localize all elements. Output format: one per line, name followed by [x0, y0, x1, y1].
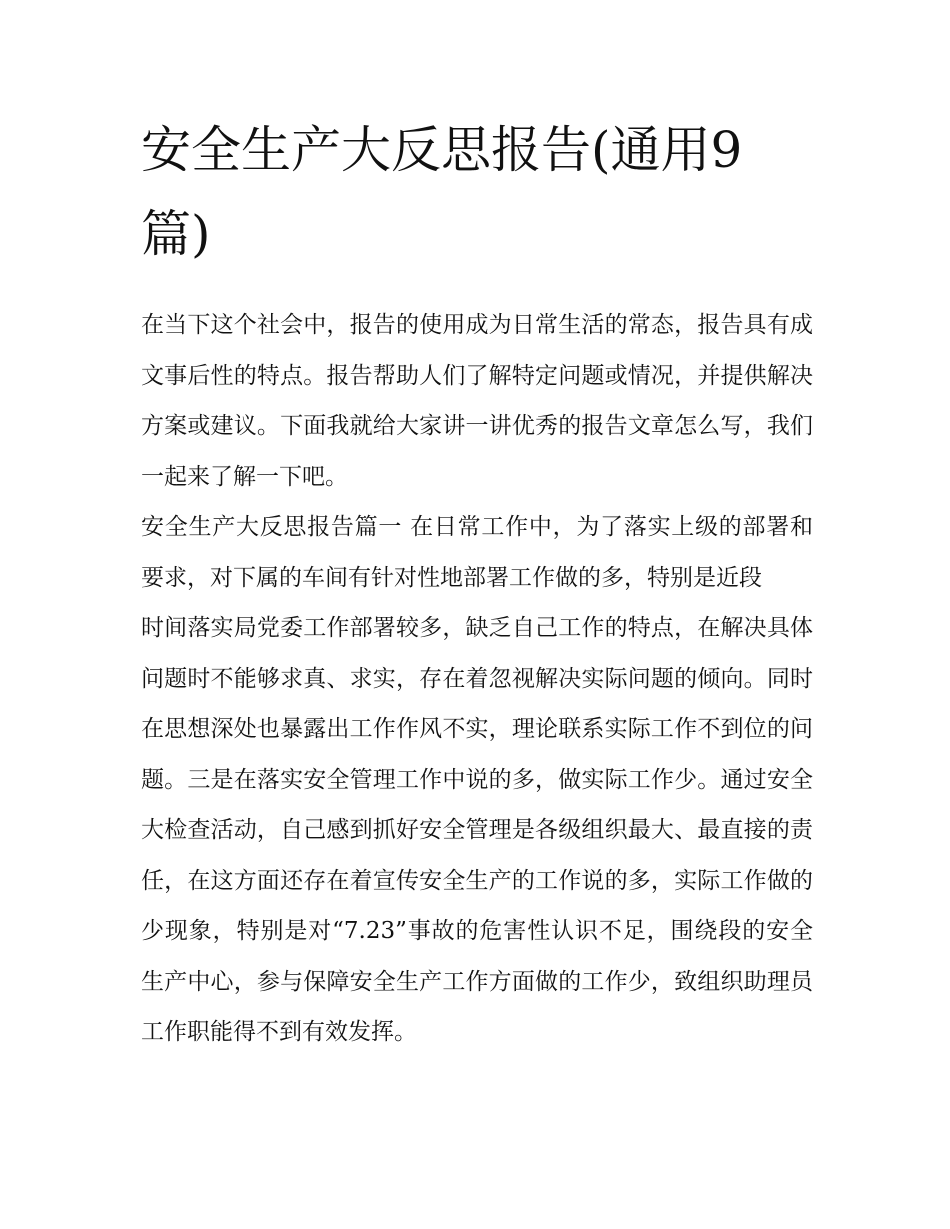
- document-title: 安全生产大反思报告(通用9篇): [141, 121, 743, 263]
- body-paragraph: 时间落实局党委工作部署较多，缺乏自己工作的特点，在解决具体问题时不能够求真、求实，存在着忽视解决实际问题的倾向。同时在思想深处也暴露出工作作风不实，理论联系实际工作不到位的问题。三是在落实安全管理工作中说的多，做实际工作少。通过安全大检查活动，自己感到抓好安全管理是各级组织最大、最直接的责任，在这方面还存在着宣传安全生产的工作说的多，实际工作做的少现象，特别是对“7.23”事故的危害性认识不足，围绕段的安全生产中心，参与保障安全生产工作方面做的工作少，致组织助理员工作职能得不到有效发挥。: [141, 615, 813, 1045]
- document-body: [141, 108, 813, 1058]
- intro-paragraph: 在当下这个社会中，报告的使用成为日常生活的常态，报告具有成文事后性的特点。报告帮助人们了解特定问题或情况，并提供解决方案或建议。下面我就给大家讲一讲优秀的报告文章怎么写，我们一起来了解一下吧。: [141, 312, 813, 490]
- section-one-paragraph: 安全生产大反思报告篇一 在日常工作中，为了落实上级的部署和要求，对下属的车间有针对性地部署工作做的多，特别是近段: [141, 514, 813, 591]
